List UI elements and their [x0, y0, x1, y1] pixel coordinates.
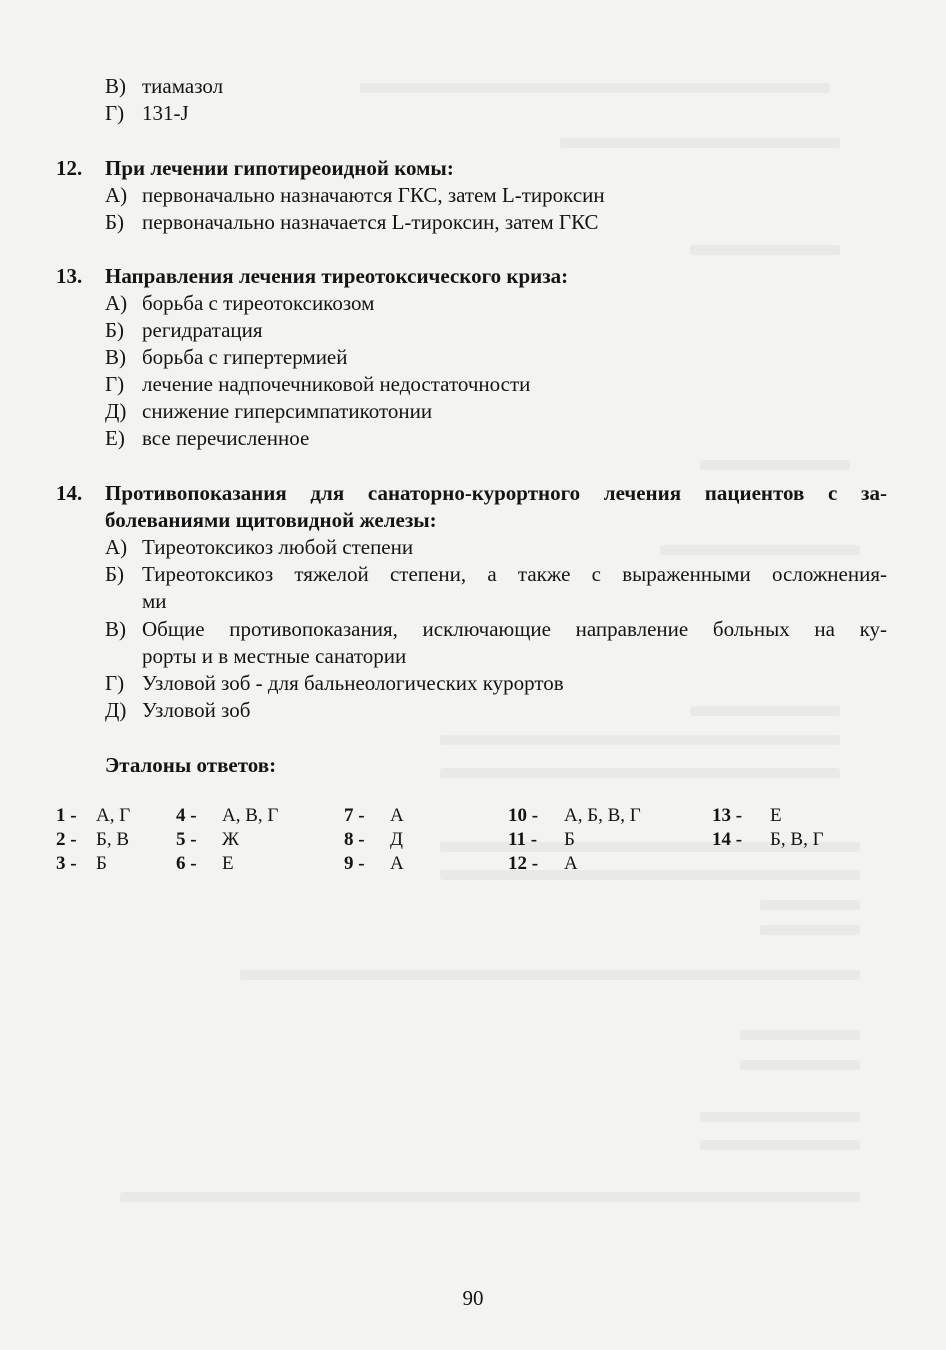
bleed-through-text: [440, 768, 840, 778]
answer-value: А: [564, 853, 578, 874]
answer-value: А, Г: [96, 805, 131, 826]
bleed-through-text: [760, 925, 860, 935]
option-text: первоначально назначаются ГКС, затем L-тироксин: [142, 183, 605, 207]
answers-heading: Эталоны ответов:: [105, 753, 277, 777]
question-title: Направления лечения тиреотоксического криза:: [105, 264, 569, 288]
option-letter: А): [105, 291, 128, 315]
option-letter: А): [105, 535, 128, 559]
answer-number: 12 -: [508, 853, 539, 874]
option-text: первоначально назначается L-тироксин, затем ГКС: [142, 210, 599, 234]
option-text: тиамазол: [142, 74, 224, 98]
bleed-through-text: [700, 1112, 860, 1122]
answer-value: А: [390, 853, 404, 874]
page-number: 90: [462, 1286, 484, 1310]
answer-value: А, В, Г: [222, 805, 279, 826]
option-text-continued: ми: [142, 589, 167, 613]
question-title-continued: болеваниями щитовидной железы:: [105, 508, 437, 532]
answer-value: Д: [390, 829, 403, 850]
bleed-through-text: [740, 1060, 860, 1070]
answer-value: Ж: [222, 829, 240, 850]
bleed-through-text: [440, 735, 840, 745]
question-number: 13.: [56, 264, 83, 288]
answer-number: 14 -: [712, 829, 743, 850]
option-text-continued: рорты и в местные санатории: [142, 644, 407, 668]
option-letter: В): [105, 74, 126, 98]
option-text: борьба с тиреотоксикозом: [142, 291, 375, 315]
answer-number: 9 -: [344, 853, 365, 874]
answer-number: 4 -: [176, 805, 197, 826]
question-number: 14.: [56, 481, 83, 505]
option-text: лечение надпочечниковой недостаточности: [142, 372, 531, 396]
option-letter: Б): [105, 318, 125, 342]
answer-number: 6 -: [176, 853, 197, 874]
option-letter: А): [105, 183, 128, 207]
bleed-through-text: [700, 1140, 860, 1150]
option-text: Тиреотоксикоз тяжелой степени, а также с выраженными осложнения-: [142, 562, 887, 586]
answer-value: Б, В: [96, 829, 130, 850]
answer-number: 7 -: [344, 805, 365, 826]
option-text: 131-J: [142, 101, 189, 125]
answer-number: 11 -: [508, 829, 538, 850]
bleed-through-text: [690, 706, 840, 716]
bleed-through-text: [660, 545, 860, 555]
answer-number: 13 -: [712, 805, 743, 826]
bleed-through-text: [560, 138, 840, 148]
option-letter: Г): [105, 101, 125, 125]
question-title: Противопоказания для санаторно-курортного лечения пациентов с за-: [105, 481, 887, 505]
answer-number: 5 -: [176, 829, 197, 850]
answer-value: Б: [96, 853, 107, 874]
answer-number: 2 -: [56, 829, 77, 850]
bleed-through-text: [700, 460, 850, 470]
answer-number: 3 -: [56, 853, 77, 874]
answer-value: Е: [222, 853, 234, 874]
bleed-through-text: [690, 245, 840, 255]
bleed-through-text: [440, 870, 860, 880]
bleed-through-text: [760, 900, 860, 910]
option-letter: Б): [105, 562, 125, 586]
option-letter: Г): [105, 372, 125, 396]
answer-value: Е: [770, 805, 782, 826]
option-letter: Г): [105, 671, 125, 695]
answer-number: 8 -: [344, 829, 365, 850]
option-text: все перечисленное: [142, 426, 310, 450]
option-text: Узловой зоб - для бальнеологических курортов: [142, 671, 564, 695]
option-text: Узловой зоб: [142, 698, 251, 722]
option-text: снижение гиперсимпатикотонии: [142, 399, 433, 423]
bleed-through-text: [120, 1192, 860, 1202]
bleed-through-text: [240, 970, 860, 980]
option-letter: Б): [105, 210, 125, 234]
option-letter: Д): [105, 399, 127, 423]
answer-number: 10 -: [508, 805, 539, 826]
option-letter: В): [105, 617, 126, 641]
question-title: При лечении гипотиреоидной комы:: [105, 156, 454, 180]
option-letter: Д): [105, 698, 127, 722]
option-letter: В): [105, 345, 126, 369]
answer-value: Б: [564, 829, 575, 850]
answer-value: Б, В, Г: [770, 829, 824, 850]
bleed-through-text: [740, 1030, 860, 1040]
option-text: Тиреотоксикоз любой степени: [142, 535, 414, 559]
answer-value: А, Б, В, Г: [564, 805, 641, 826]
question-number: 12.: [56, 156, 83, 180]
answer-value: А: [390, 805, 404, 826]
bleed-through-text: [360, 83, 830, 93]
option-letter: Е): [105, 426, 125, 450]
option-text: регидратация: [142, 318, 263, 342]
option-text: борьба с гипертермией: [142, 345, 348, 369]
option-text: Общие противопоказания, исключающие направление больных на ку-: [142, 617, 887, 641]
answer-number: 1 -: [56, 805, 77, 826]
